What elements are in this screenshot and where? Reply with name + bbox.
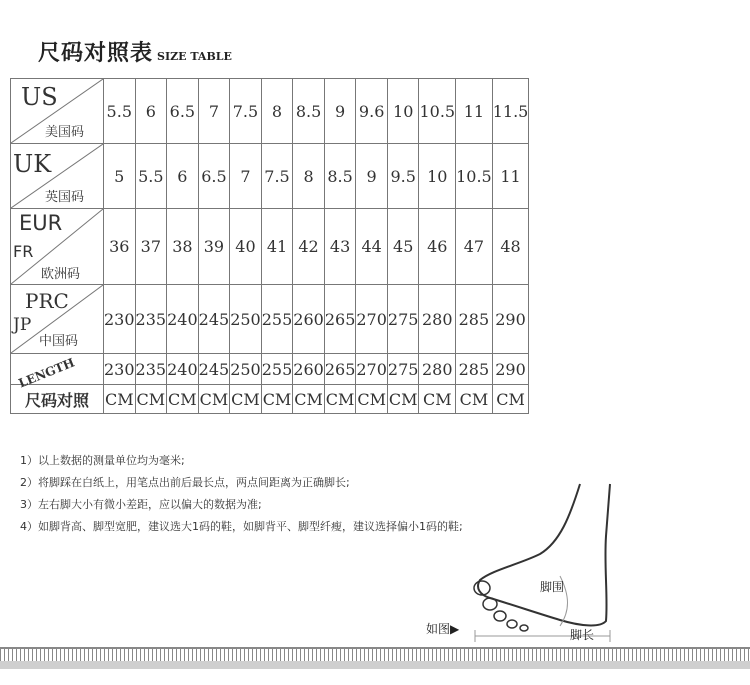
eur-cell: 41 <box>261 209 293 285</box>
ruler-bar <box>0 661 750 669</box>
us-cell: 8.5 <box>293 79 325 144</box>
unit-cell: CM <box>261 385 293 414</box>
us-cell: 8 <box>261 79 293 144</box>
row-length <box>11 354 529 385</box>
prc-cell: 245 <box>198 285 230 354</box>
header-uk <box>11 144 104 209</box>
row-eur <box>11 209 529 285</box>
unit-cell: CM <box>293 385 325 414</box>
prc-cell: 285 <box>456 285 493 354</box>
size-table <box>10 78 529 414</box>
prc-cell: 270 <box>356 285 388 354</box>
us-cn: 美国码 <box>45 125 85 140</box>
header-us <box>11 79 104 144</box>
prc-cell: 240 <box>167 285 199 354</box>
uk-cell: 9 <box>356 144 388 209</box>
eur-cell: 38 <box>167 209 199 285</box>
prc-cell: 250 <box>230 285 262 354</box>
unit-cell: CM <box>492 385 529 414</box>
prc-cell: 275 <box>387 285 419 354</box>
eur-cell: 43 <box>324 209 356 285</box>
header-eur <box>11 209 104 285</box>
length-cell: 280 <box>419 354 456 385</box>
unit-cell: CM <box>356 385 388 414</box>
us-cell: 11.5 <box>492 79 529 144</box>
note-item: 1）以上数据的测量单位均为毫米; <box>20 454 185 467</box>
us-cell: 9 <box>324 79 356 144</box>
eur-cn: 欧洲码 <box>41 267 81 282</box>
eur-cell: 45 <box>387 209 419 285</box>
uk-code: UK <box>13 150 52 178</box>
eur-cell: 42 <box>293 209 325 285</box>
unit-cell: CM <box>135 385 167 414</box>
us-cell: 11 <box>456 79 493 144</box>
uk-cell: 10.5 <box>456 144 493 209</box>
prc-cn: 中国码 <box>39 334 79 349</box>
unit-cell: CM <box>167 385 199 414</box>
uk-cell: 10 <box>419 144 456 209</box>
unit-cell: CM <box>104 385 136 414</box>
us-cell: 7.5 <box>230 79 262 144</box>
uk-cell: 9.5 <box>387 144 419 209</box>
unit-cell: CM <box>324 385 356 414</box>
uk-cell: 5.5 <box>135 144 167 209</box>
row-units <box>11 385 529 414</box>
uk-cell: 5 <box>104 144 136 209</box>
length-cn: 尺码对照 <box>11 385 104 414</box>
length-cell: 290 <box>492 354 529 385</box>
us-cell: 6 <box>135 79 167 144</box>
eur-cell: 40 <box>230 209 262 285</box>
us-cell: 10 <box>387 79 419 144</box>
unit-cell: CM <box>198 385 230 414</box>
length-cell: 270 <box>356 354 388 385</box>
length-cell: 255 <box>261 354 293 385</box>
row-us <box>11 79 529 144</box>
us-cell: 5.5 <box>104 79 136 144</box>
length-cell: 230 <box>104 354 136 385</box>
us-cell: 7 <box>198 79 230 144</box>
prc-cell: 280 <box>419 285 456 354</box>
prc-cell: 290 <box>492 285 529 354</box>
header-length <box>11 354 104 391</box>
length-cell: 285 <box>456 354 493 385</box>
prc-cell: 230 <box>104 285 136 354</box>
uk-cell: 6.5 <box>198 144 230 209</box>
eur-cell: 46 <box>419 209 456 285</box>
length-cell: 265 <box>324 354 356 385</box>
length-cell: 275 <box>387 354 419 385</box>
example-label: 如图▶ <box>426 622 460 636</box>
eur-cell: 48 <box>492 209 529 285</box>
eur-cell: 36 <box>104 209 136 285</box>
fr-code: FR <box>13 242 34 261</box>
uk-cell: 8 <box>293 144 325 209</box>
prc-cell: 235 <box>135 285 167 354</box>
length-cell: 250 <box>230 354 262 385</box>
jp-code: JP <box>13 315 32 335</box>
girth-label: 脚围 <box>540 580 565 594</box>
us-cell: 9.6 <box>356 79 388 144</box>
note-item: 3）左右脚大小有微小差距，应以偏大的数据为准; <box>20 498 262 511</box>
uk-cell: 7 <box>230 144 262 209</box>
page-subtitle: SIZE TABLE <box>157 50 232 63</box>
row-prc <box>11 285 529 354</box>
row-uk <box>11 144 529 209</box>
uk-cell: 11 <box>492 144 529 209</box>
uk-cn: 英国码 <box>45 190 85 205</box>
length-cell: 240 <box>167 354 199 385</box>
eur-code: EUR <box>19 211 63 235</box>
length-cell: 235 <box>135 354 167 385</box>
prc-code: PRC <box>25 289 69 313</box>
uk-cell: 8.5 <box>324 144 356 209</box>
uk-cell: 6 <box>167 144 199 209</box>
eur-cell: 44 <box>356 209 388 285</box>
eur-cell: 47 <box>456 209 493 285</box>
us-cell: 6.5 <box>167 79 199 144</box>
us-cell: 10.5 <box>419 79 456 144</box>
header-prc <box>11 285 104 354</box>
unit-cell: CM <box>456 385 493 414</box>
unit-cell: CM <box>230 385 262 414</box>
prc-cell: 265 <box>324 285 356 354</box>
prc-cell: 255 <box>261 285 293 354</box>
unit-cell: CM <box>419 385 456 414</box>
length-code: LENGTH <box>16 355 77 391</box>
prc-cell: 260 <box>293 285 325 354</box>
notes-list <box>20 450 463 538</box>
length-cell: 260 <box>293 354 325 385</box>
page-title: 尺码对照表 SIZE TABLE <box>38 40 232 66</box>
unit-cell: CM <box>387 385 419 414</box>
uk-cell: 7.5 <box>261 144 293 209</box>
us-code: US <box>21 83 58 111</box>
length-cell: 245 <box>198 354 230 385</box>
note-item: 2）将脚踩在白纸上，用笔点出前后最长点，两点间距离为正确脚长; <box>20 476 350 489</box>
eur-cell: 37 <box>135 209 167 285</box>
length-label: 脚长 <box>570 628 595 642</box>
note-item: 4）如脚背高、脚型宽肥，建议选大1码的鞋，如脚背平、脚型纤瘦，建议选择偏小1码的鞋; <box>20 520 463 533</box>
eur-cell: 39 <box>198 209 230 285</box>
